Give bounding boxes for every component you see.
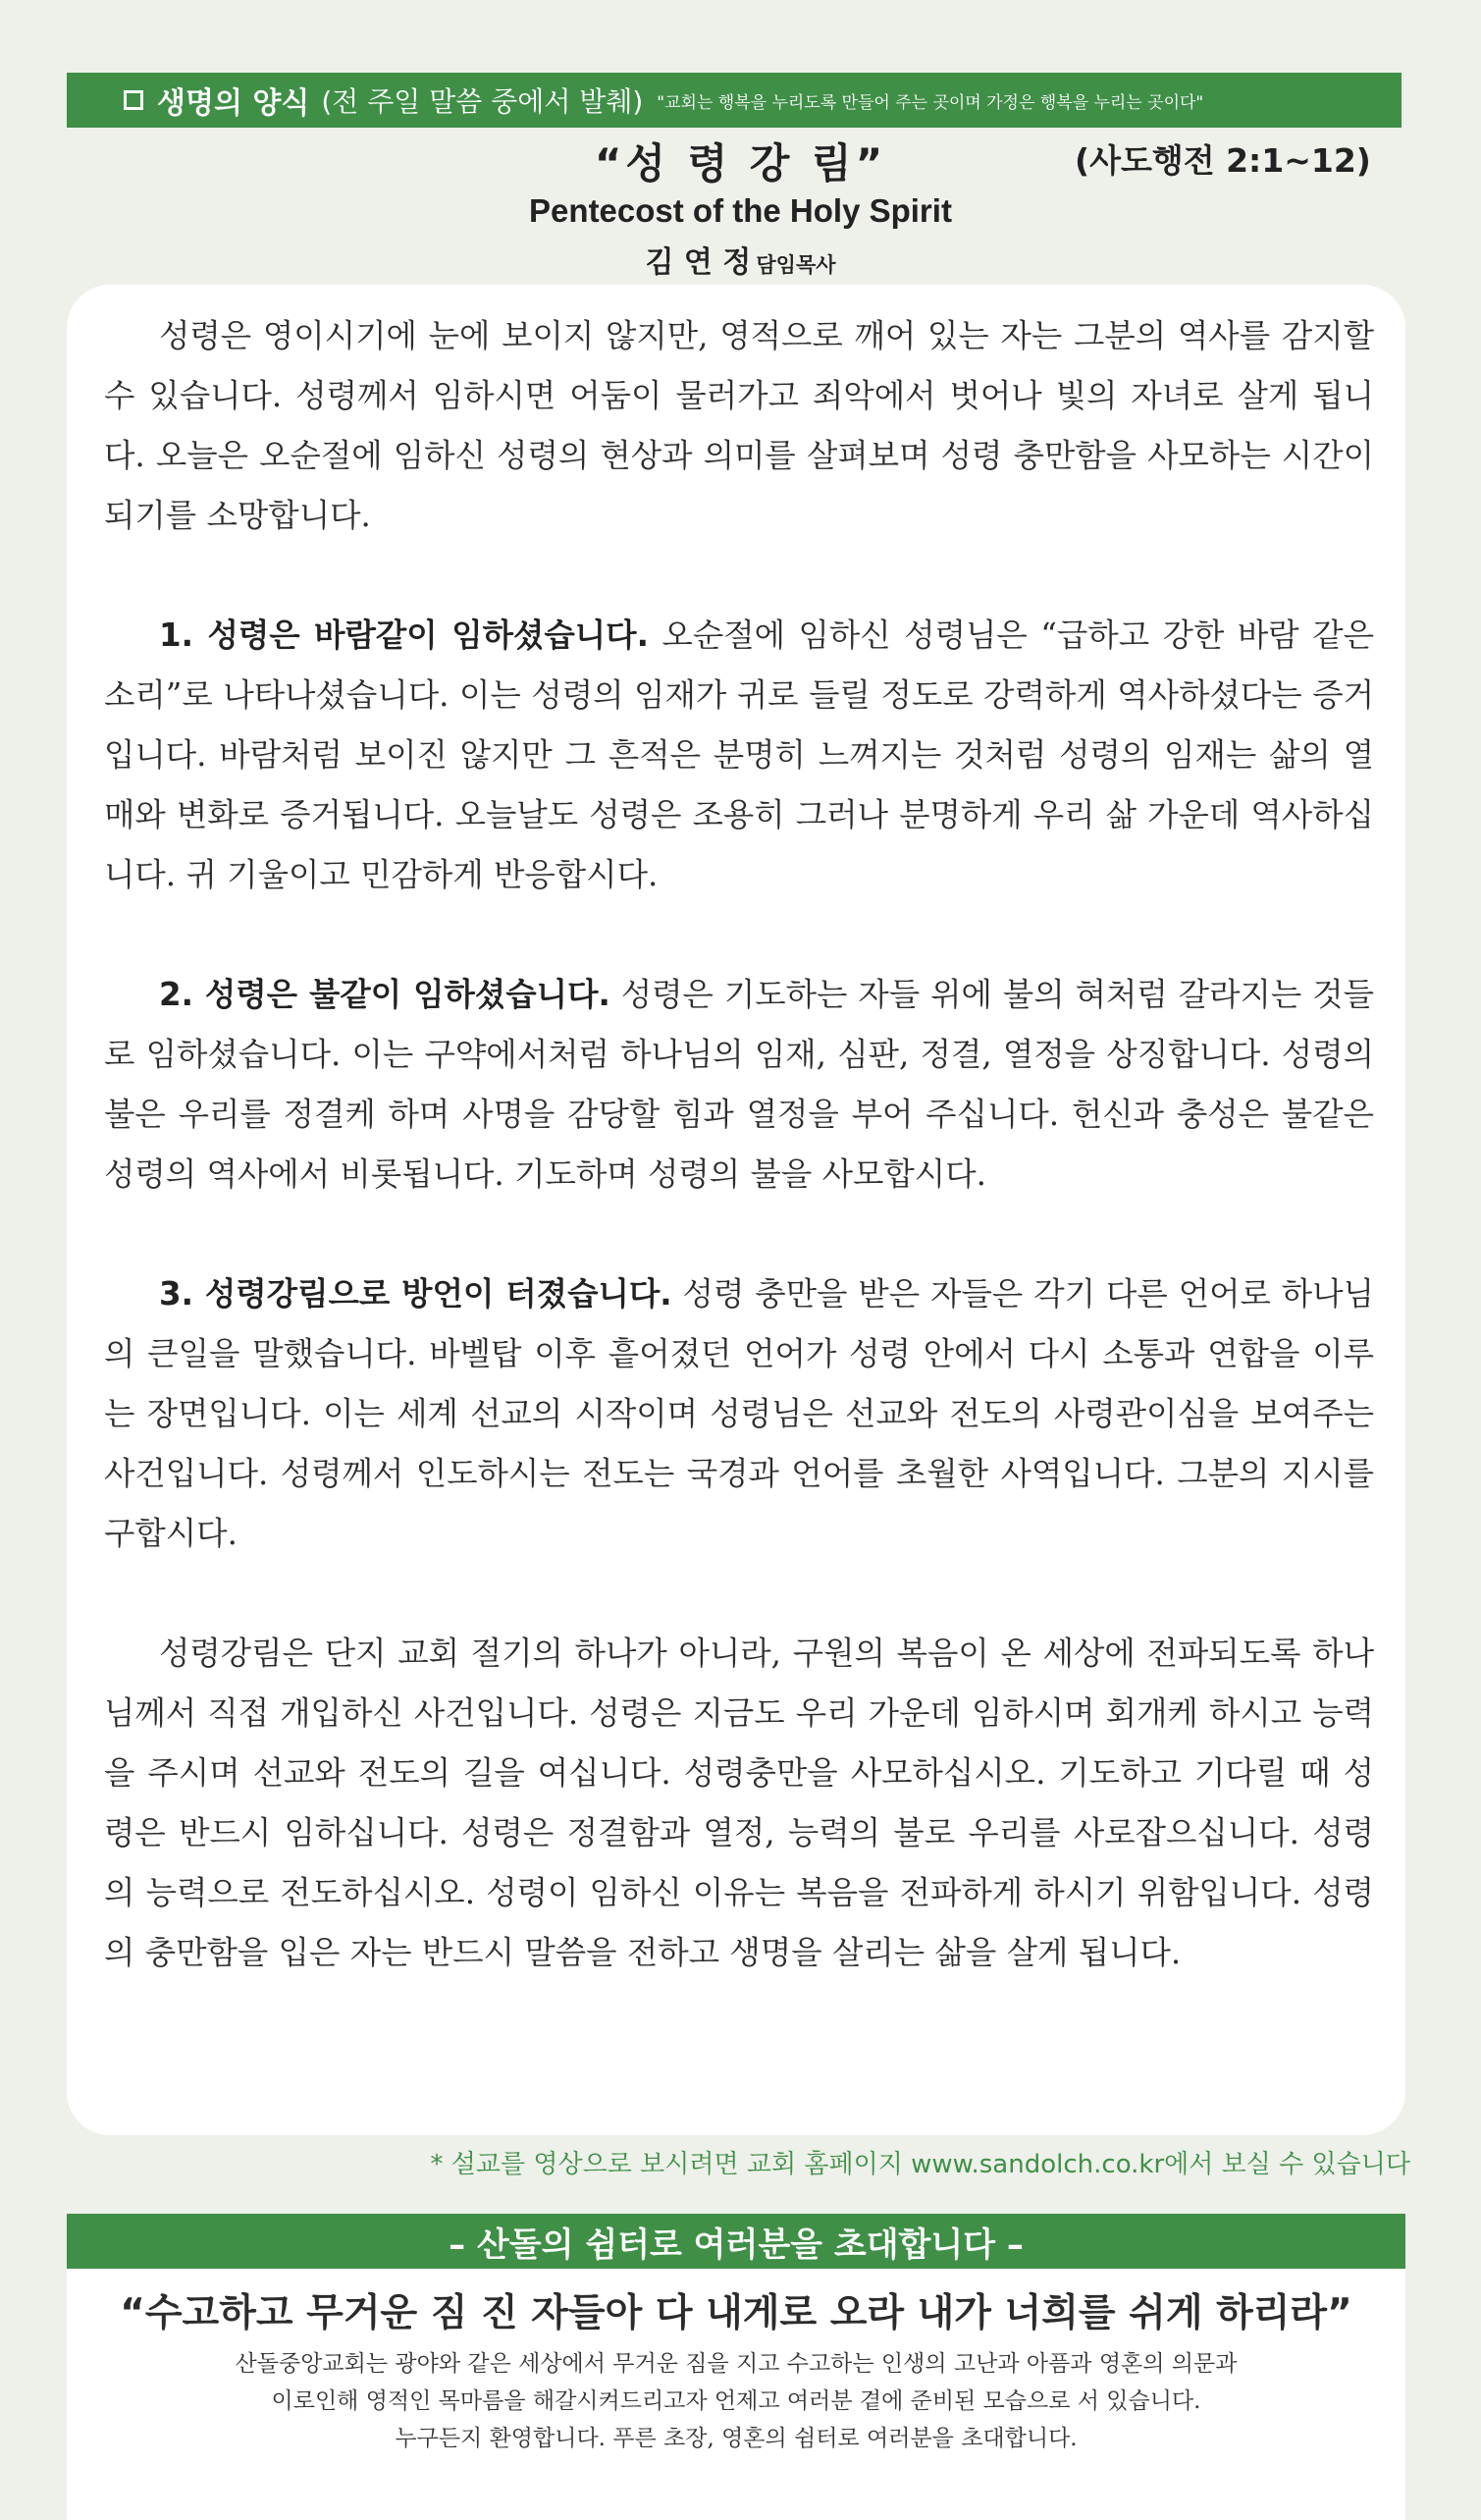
checkbox-square-icon <box>124 90 143 110</box>
invitation-text <box>67 2345 1405 2457</box>
invitation-section <box>67 2269 1405 2520</box>
sermon-point-1 <box>104 606 1374 905</box>
point-heading: 1. 성령은 바람같이 임하셨습니다. <box>159 617 649 654</box>
preacher-role: 담임목사 <box>756 253 836 277</box>
point-heading: 2. 성령은 불같이 임하셨습니다. <box>159 976 610 1013</box>
banner-subtitle: (전 주일 말씀 중에서 발췌) <box>321 85 644 118</box>
point-heading: 3. 성령강림으로 방언이 터졌습니다. <box>159 1275 672 1313</box>
banner-quote: "교회는 행복을 누리도록 만들어 주는 곳이며 가정은 행복을 누리는 곳이다" <box>657 92 1204 113</box>
invitation-quote: “수고하고 무거운 짐 진 자들아 다 내게로 오라 내가 너희를 쉬게 하리라” <box>120 2291 1352 2335</box>
point-body: 성령은 기도하는 자들 위에 불의 혀처럼 갈라지는 것들로 임하셨습니다. 이는 구약에서처럼 하나님의 임재, 심판, 정결, 열정을 상징합니다. 성령의 불은 우리를 정결케 하며 사명을 감당할 힘과 열정을 부어 주십니다. 헌신과 충성은 불같은 성령의 역사에서 비롯됩니다. 기도하며 성령의 불을 사모합시다. <box>104 976 1374 1193</box>
sermon-point-2 <box>104 965 1374 1205</box>
invitation-line: 이로인해 영적인 목마름을 해갈시켜드리고자 언제고 여러분 곁에 준비된 모습으로 서 있습니다. <box>271 2388 1201 2414</box>
invitation-line: 누구든지 환영합니다. 푸른 초장, 영혼의 쉼터로 여러분을 초대합니다. <box>395 2426 1078 2451</box>
bread-of-life-banner <box>67 73 1402 128</box>
point-body: 오순절에 임하신 성령님은 “급하고 강한 바람 같은 소리”로 나타나셨습니다. 이는 성령의 임재가 귀로 들릴 정도로 강력하게 역사하셨다는 증거입니다. 바람처럼 보이진 않지만 그 흔적은 분명히 느껴지는 것처럼 성령의 임재는 삶의 열매와 변화로 증거됩니다. 오늘날도 성령은 조용히 그러나 분명하게 우리 삶 가운데 역사하십니다. 귀 기울이고 민감하게 반응합시다. <box>104 617 1374 893</box>
sermon-conclusion-paragraph: 성령강림은 단지 교회 절기의 하나가 아니라, 구원의 복음이 온 세상에 전파되도록 하나님께서 직접 개입하신 사건입니다. 성령은 지금도 우리 가운데 임하시며 회개케 하시고 능력을 주시며 선교와 전도의 길을 여십니다. 성령충만을 사모하십시오. 기도하고 기다릴 때 성령은 반드시 임하십니다. 성령은 정결함과 열정, 능력의 불로 우리를 사로잡으십니다. 성령의 능력으로 전도하십시오. 성령이 임하신 이유는 복음을 전파하게 하시기 위함입니다. 성령의 충만함을 입은 자는 반드시 말씀을 전하고 생명을 살리는 삶을 살게 됩니다. <box>104 1635 1374 1971</box>
preacher-name: 김 연 정 <box>645 245 752 280</box>
sermon-body-card <box>67 285 1405 2135</box>
invitation-banner: – 산돌의 쉼터로 여러분을 초대합니다 – <box>67 2214 1405 2269</box>
preacher <box>0 238 1481 281</box>
sermon-intro-paragraph: 성령은 영이시기에 눈에 보이지 않지만, 영적으로 깨어 있는 자는 그분의 역사를 감지할 수 있습니다. 성령께서 임하시면 어둠이 물러가고 죄악에서 벗어나 빛의 자녀로 살게 됩니다. 오늘은 오순절에 임하신 성령의 현상과 의미를 살펴보며 성령 충만함을 사모하는 시간이 되기를 소망합니다. <box>104 317 1374 534</box>
sermon-point-3 <box>104 1264 1374 1564</box>
point-body: 성령 충만을 받은 자들은 각기 다른 언어로 하나님의 큰일을 말했습니다. 바벨탑 이후 흩어졌던 언어가 성령 안에서 다시 소통과 연합을 이루는 장면입니다. 이는 세계 선교의 시작이며 성령님은 선교와 전도의 사령관이심을 보여주는 사건입니다. 성령께서 인도하시는 전도는 국경과 언어를 초월한 사역입니다. 그분의 지시를 구합시다. <box>104 1275 1374 1552</box>
invitation-line: 산돌중앙교회는 광야와 같은 세상에서 무거운 짐을 지고 수고하는 인생의 고난과 아픔과 영혼의 의문과 <box>235 2351 1238 2377</box>
sermon-title: “성 령 강 림” <box>594 139 887 188</box>
video-link-note[interactable]: * 설교를 영상으로 보시려면 교회 홈페이지 www.sandolch.co.kr에서 보실 수 있습니다 <box>430 2150 1410 2179</box>
banner-title: 생명의 양식 <box>157 86 310 121</box>
english-title: Pentecost of the Holy Spirit <box>529 192 952 229</box>
scripture-reference: (사도행전 2:1~12) <box>1075 141 1371 180</box>
